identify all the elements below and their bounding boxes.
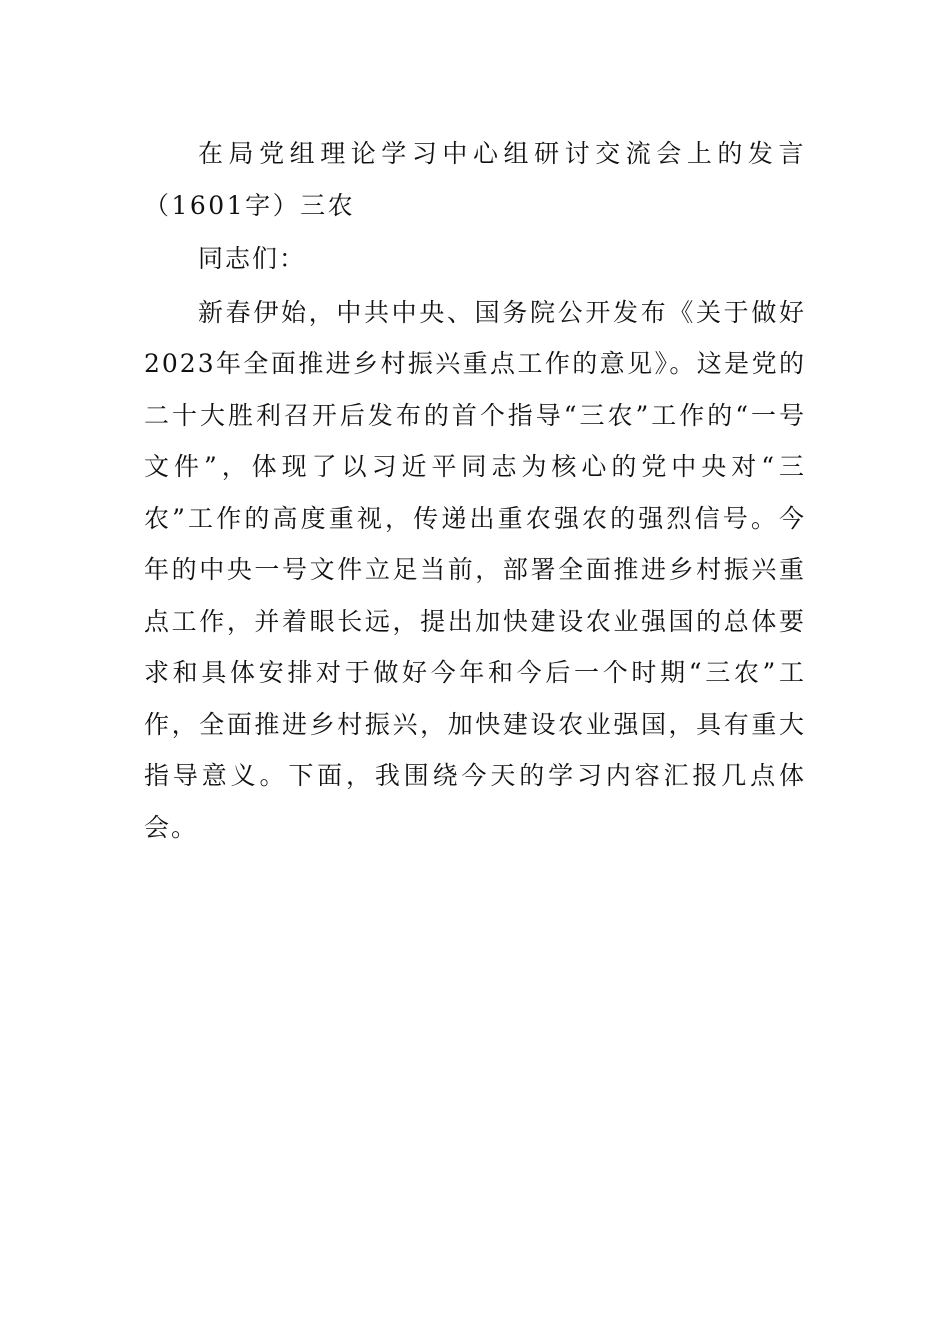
document-title: 在局党组理论学习中心组研讨交流会上的发言（1601字）三农 [144, 139, 806, 220]
document-body [144, 128, 806, 855]
salutation: 同志们： [198, 244, 307, 273]
body-paragraph: 新春伊始，中共中央、国务院公开发布《关于做好2023年全面推进乡村振兴重点工作的意见》。这是党的二十大胜利召开后发布的首个指导“三农”工作的“一号文件”，体现了以习近平同志为核心的党中央对“三农”工作的高度重视，传递出重农强农的强烈信号。今年的中央一号文件立足当前，部署全面推进乡村振兴重点工作，并着眼长远，提出加快建设农业强国的总体要求和具体安排对于做好今年和今后一个时期“三农”工作，全面推进乡村振兴，加快建设农业强国，具有重大指导意义。下面，我围绕今天的学习内容汇报几点体会。 [144, 297, 806, 842]
